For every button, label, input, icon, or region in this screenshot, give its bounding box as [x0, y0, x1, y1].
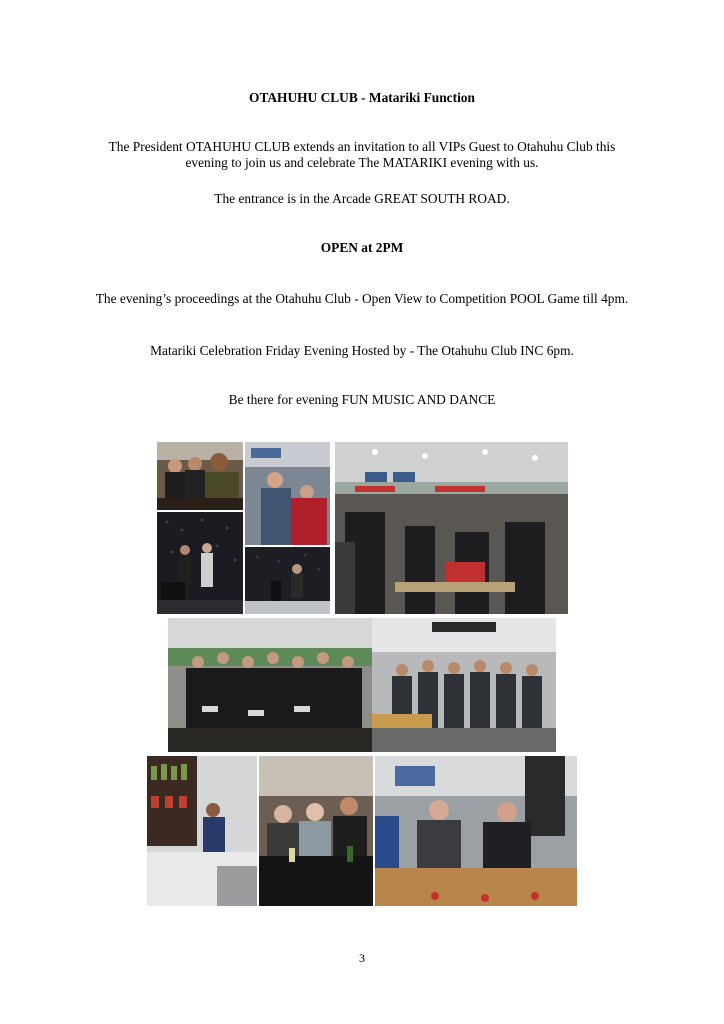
- open-time-heading: OPEN at 2PM: [320, 240, 404, 255]
- group-photo-icon: [168, 618, 372, 752]
- photo-two-seated-men: [375, 756, 577, 906]
- group-photo-icon: [157, 442, 243, 510]
- group-photo-icon: [372, 618, 556, 752]
- crowd-photo-icon: [335, 442, 568, 614]
- stage-photo-icon: [245, 547, 330, 614]
- photo-group-bar: [157, 442, 243, 510]
- proceedings-paragraph: The evening’s proceedings at the Otahuhu Club - Open View to Competition POOL Game till 4pm.: [95, 291, 629, 306]
- bar-photo-icon: [147, 756, 257, 906]
- entrance-paragraph: The entrance is in the Arcade GREAT SOUTH ROAD.: [214, 191, 510, 206]
- photo-stage-left: [157, 512, 243, 614]
- photo-black-shirts-group: [168, 618, 372, 752]
- page-number: 3: [359, 951, 365, 965]
- photo-two-men-pool: [245, 442, 330, 545]
- photo-standing-group: [372, 618, 556, 752]
- photo-crowded-hall: [335, 442, 568, 614]
- photo-three-seated: [259, 756, 373, 906]
- photo-bartender: [147, 756, 257, 906]
- invitation-paragraph: The President OTAHUHU CLUB extends an invitation to all VIPs Guest to Otahuhu Club this evening to join us and celebrate The MATARIKI evening with us.: [108, 139, 616, 170]
- closing-paragraph: Be there for evening FUN MUSIC AND DANCE: [228, 392, 496, 407]
- photo-stage-right: [245, 547, 330, 614]
- stage-photo-icon: [157, 512, 243, 614]
- group-photo-icon: [259, 756, 373, 906]
- celebration-paragraph: Matariki Celebration Friday Evening Hosted by - The Otahuhu Club INC 6pm.: [150, 343, 574, 358]
- group-photo-icon: [375, 756, 577, 906]
- group-photo-icon: [245, 442, 330, 545]
- document-title: OTAHUHU CLUB - Matariki Function: [249, 90, 475, 105]
